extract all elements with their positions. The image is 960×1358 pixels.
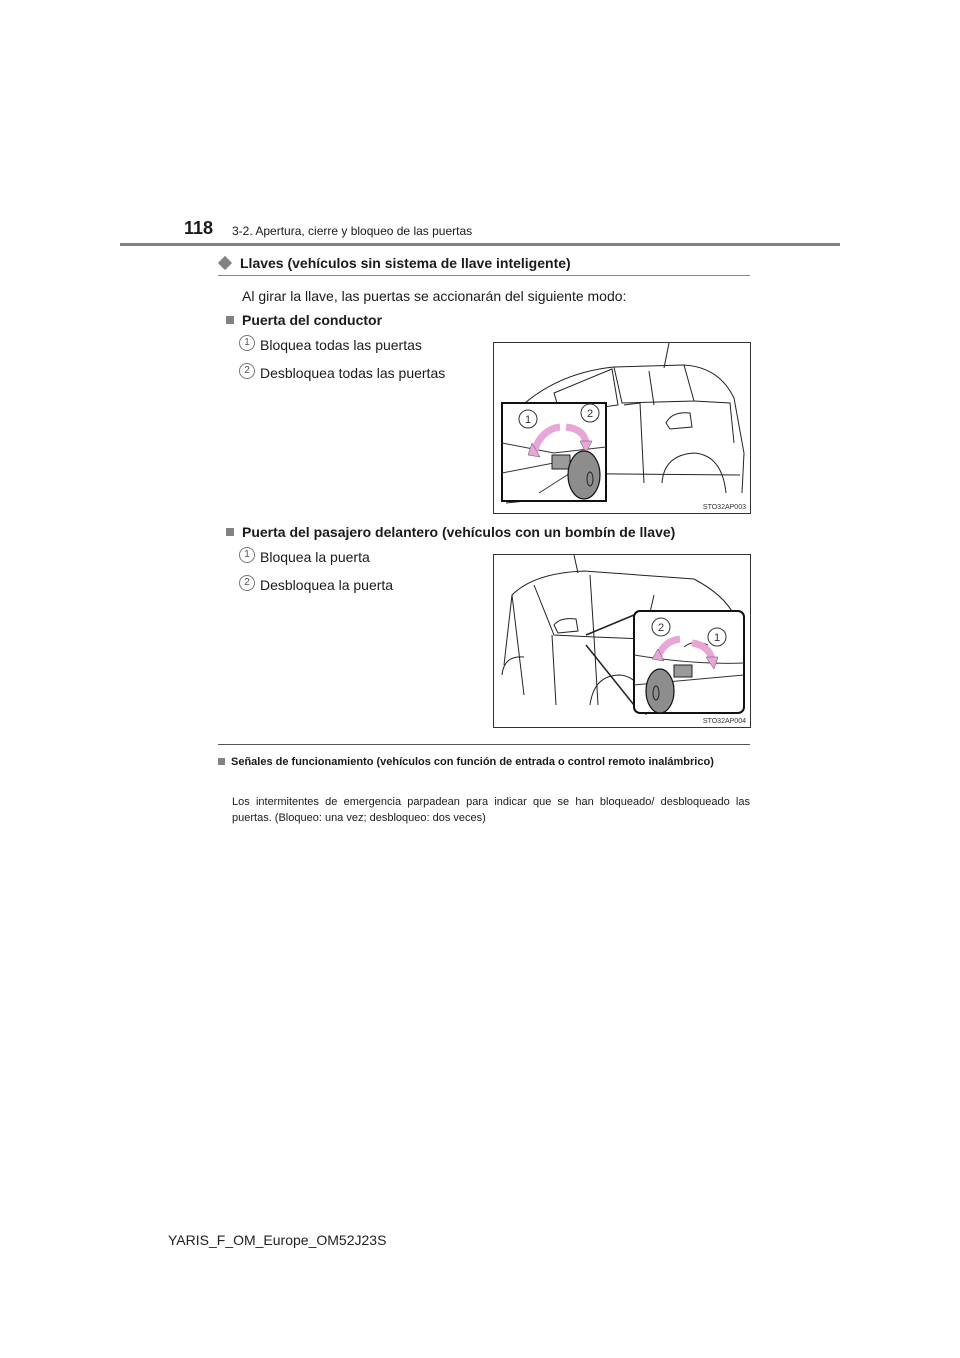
section-title: 3-2. Apertura, cierre y bloqueo de las puertas [232, 224, 473, 238]
item-number-badge: 2 [239, 575, 255, 591]
note-title [218, 754, 750, 770]
header-divider [120, 243, 840, 246]
driver-door-subheading [226, 312, 382, 328]
page-number: 118 [184, 218, 214, 238]
item-number-badge: 2 [239, 363, 255, 379]
passenger-item-unlock: Desbloquea la puerta [260, 577, 394, 593]
passenger-door-drawing [494, 555, 750, 727]
notes-divider [218, 744, 750, 745]
svg-text:1: 1 [713, 632, 721, 644]
driver-item-lock: Bloquea todas las puertas [260, 337, 422, 353]
square-bullet-icon [226, 528, 234, 536]
passenger-door-title: Puerta del pasajero delantero (vehículos con un bombín de llave) [242, 524, 676, 540]
item-number-badge: 1 [239, 547, 255, 563]
svg-text:2: 2 [586, 408, 594, 420]
driver-door-drawing [494, 343, 750, 513]
note-body: Los intermitentes de emergencia parpadean para indicar que se han bloqueado/ desbloqueado las puertas. (Bloqueo: una vez; desbloqueo: dos veces) [232, 796, 750, 824]
passenger-door-illustration [493, 554, 751, 728]
driver-item-unlock: Desbloquea todas las puertas [260, 365, 446, 381]
passenger-item-lock: Bloquea la puerta [260, 549, 370, 565]
square-bullet-icon [218, 758, 225, 765]
figure-code: STO32AP004 [702, 718, 746, 725]
passenger-door-subheading [226, 524, 675, 540]
heading-divider [218, 275, 750, 276]
driver-door-title: Puerta del conductor [242, 312, 383, 328]
section-heading-text: Llaves (vehículos sin sistema de llave inteligente) [240, 255, 571, 271]
item-number-badge: 1 [239, 335, 255, 351]
square-bullet-icon [226, 316, 234, 324]
svg-text:2: 2 [657, 622, 665, 634]
document-id: YARIS_F_OM_Europe_OM52J23S [168, 1232, 387, 1248]
note-title-text: Señales de funcionamiento (vehículos con función de entrada o control remoto inalámbrico) [231, 756, 714, 768]
diamond-bullet-icon [218, 256, 232, 270]
driver-door-illustration [493, 342, 751, 514]
svg-text:1: 1 [524, 414, 532, 426]
figure-code: STO32AP003 [702, 504, 746, 511]
intro-text: Al girar la llave, las puertas se accionarán del siguiente modo: [242, 288, 627, 304]
section-heading [218, 255, 571, 271]
